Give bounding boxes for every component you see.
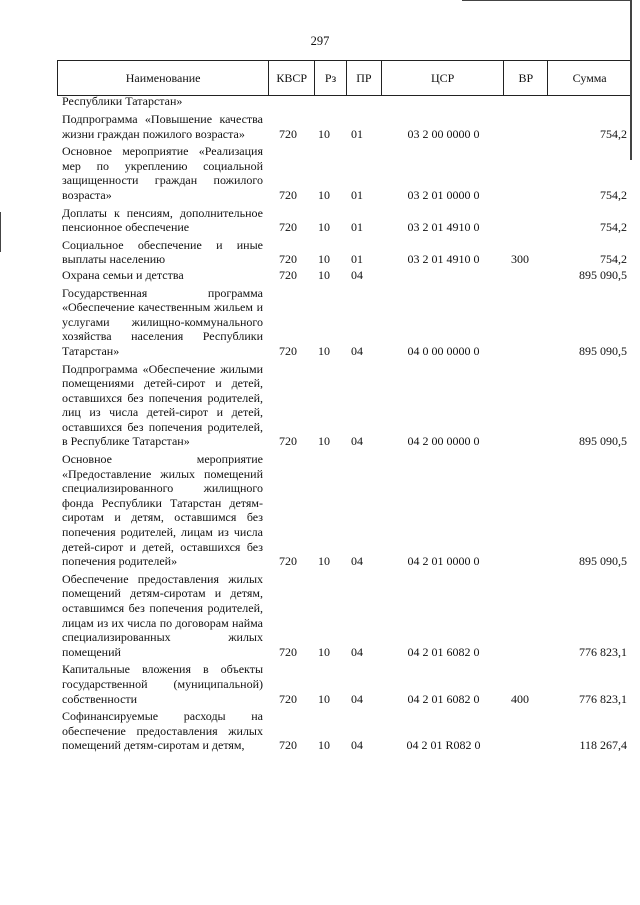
row-name: Охрана семьи и детства [62,267,184,282]
page-number: 297 [310,34,330,48]
table-row [57,452,632,569]
row-sum: 754,2 [600,220,627,235]
row-name: Обеспечение предоставления жилых помещений детям-сиротам и детям, оставшимся без попечения родителей, лицам из их числа по договорам найма специализированных жилых помещений [62,571,263,659]
row-name: Основное мероприятие «Предоставление жилых помещений специализированного жилищного фонда Республики Татарстан детям-сиротам и детям, оставшимся без попечения родителей, лицам из числа детей-сирот и детей, оставшихся без попечения родителей» [62,452,263,569]
row-kvsr: 720 [279,343,297,358]
row-rz: 10 [318,691,330,706]
header-name: Наименование [58,61,269,95]
row-pr: 01 [351,220,363,235]
table-row [57,94,632,109]
row-name: Социальное обеспечение и иные выплаты населению [62,237,263,267]
row-vr: 400 [511,691,529,706]
row-pr: 04 [351,343,363,358]
row-rz: 10 [318,738,330,753]
table-row [57,238,632,267]
row-sum: 754,2 [600,252,627,267]
row-csr: 03 2 01 4910 0 [407,252,480,267]
row-sum: 895 090,5 [579,434,627,449]
row-csr: 04 2 00 0000 0 [407,434,480,449]
row-kvsr: 720 [279,691,297,706]
row-sum: 776 823,1 [579,691,627,706]
row-name: Подпрограмма «Обеспечение жилыми помещениями детей-сирот и детей, оставшихся без попечения родителей, лиц из числа детей-сирот и детей, оставшихся без попечения родителей, в Республике Татарстан» [62,361,263,449]
row-name: Софинансируемые расходы на обеспечение предоставления жилых помещений детям-сиротам и детям, [62,709,263,753]
row-rz: 10 [318,187,330,202]
table-row [57,206,632,235]
row-rz: 10 [318,343,330,358]
row-rz: 10 [318,434,330,449]
row-sum: 895 090,5 [579,267,627,282]
row-csr: 03 2 01 0000 0 [407,187,480,202]
row-name: Республики Татарстан» [62,94,183,108]
row-rz: 10 [318,644,330,659]
row-csr: 04 2 01 6082 0 [407,691,480,706]
row-sum: 776 823,1 [579,644,627,659]
row-rz: 10 [318,126,330,141]
row-name: Доплаты к пенсиям, дополнительное пенсионное обеспечение [62,205,263,235]
row-kvsr: 720 [279,267,297,282]
row-kvsr: 720 [279,252,297,267]
table-row [57,362,632,450]
row-sum: 754,2 [600,187,627,202]
row-sum: 754,2 [600,126,627,141]
row-pr: 04 [351,691,363,706]
row-sum: 118 267,4 [579,738,627,753]
row-name: Государственная программа «Обеспечение качественным жильем и услугами жилищно-коммунального хозяйства населения Республики Татарстан» [62,285,263,358]
row-csr: 04 0 00 0000 0 [407,343,480,358]
table-row [57,709,632,753]
header-csr: ЦСР [382,61,505,95]
row-rz: 10 [318,252,330,267]
scan-edge-mark [462,0,632,1]
row-csr: 04 2 01 0000 0 [407,554,480,569]
row-kvsr: 720 [279,220,297,235]
header-vr: ВР [504,61,548,95]
row-sum: 895 090,5 [579,554,627,569]
row-kvsr: 720 [279,738,297,753]
table-row [57,286,632,359]
table-row [57,572,632,660]
header-rz: Рз [315,61,347,95]
row-pr: 01 [351,126,363,141]
row-pr: 04 [351,738,363,753]
header-kvsr: КВСР [269,61,315,95]
row-name: Подпрограмма «Повышение качества жизни граждан пожилого возраста» [62,112,263,141]
row-csr: 03 2 00 0000 0 [407,126,480,141]
header-pr: ПР [347,61,382,95]
row-kvsr: 720 [279,434,297,449]
row-name: Основное мероприятие «Реализация мер по укреплению социальной защищенности граждан пожилого возраста» [62,144,263,202]
row-name: Капитальные вложения в объекты государственной (муниципальной) собственности [62,662,263,706]
row-pr: 04 [351,644,363,659]
table-row [57,662,632,706]
row-csr: 04 2 01 6082 0 [407,644,480,659]
row-pr: 04 [351,554,363,569]
header-sum: Сумма [572,70,607,85]
table-header [57,60,632,96]
row-csr: 04 2 01 R082 0 [406,738,481,753]
row-kvsr: 720 [279,644,297,659]
row-pr: 04 [351,267,363,282]
row-kvsr: 720 [279,126,297,141]
row-kvsr: 720 [279,554,297,569]
row-kvsr: 720 [279,187,297,202]
table-body [57,94,632,753]
row-pr: 01 [351,187,363,202]
table-row [57,112,632,141]
row-sum: 895 090,5 [579,343,627,358]
table-row [57,268,632,283]
scan-edge-mark [630,0,632,160]
row-pr: 01 [351,252,363,267]
scan-edge-mark [0,212,1,252]
row-csr: 03 2 01 4910 0 [407,220,480,235]
row-vr: 300 [511,252,529,267]
table-row [57,144,632,202]
row-rz: 10 [318,267,330,282]
row-rz: 10 [318,220,330,235]
row-pr: 04 [351,434,363,449]
row-rz: 10 [318,554,330,569]
